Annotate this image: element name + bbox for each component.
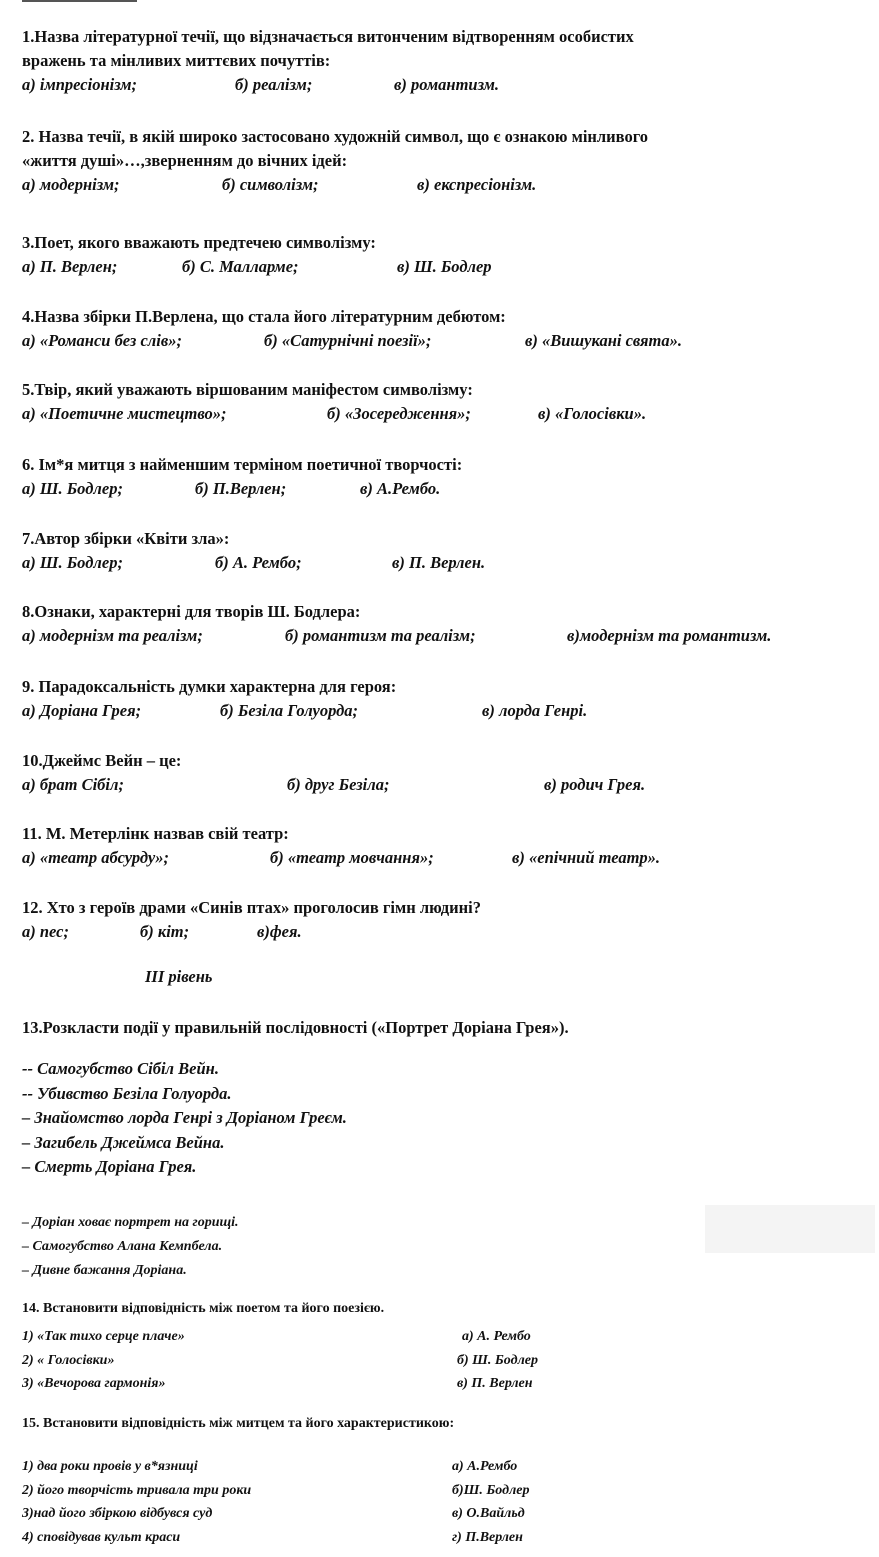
- question-text: 8.Ознаки, характерні для творів Ш. Бодлера:: [22, 602, 361, 621]
- question-2: [22, 125, 872, 197]
- option-b[interactable]: б) символізм;: [222, 175, 319, 194]
- option-b[interactable]: б) реалізм;: [235, 75, 313, 94]
- list-item[interactable]: – Дивне бажання Доріана.: [22, 1263, 187, 1278]
- option-c[interactable]: в) експресіонізм.: [417, 175, 537, 194]
- option-a[interactable]: а) «Романси без слів»;: [22, 331, 182, 350]
- match-left[interactable]: 2) « Голосівки»: [22, 1352, 115, 1368]
- question-text: 2. Назва течії, в якій широко застосовано художній символ, що є ознакою мінливого: [22, 127, 649, 146]
- question-12: [22, 896, 872, 944]
- match-right[interactable]: а) А. Рембо: [462, 1329, 531, 1344]
- answer-options: [22, 920, 872, 944]
- list-item[interactable]: – Самогубство Алана Кемпбела.: [22, 1239, 223, 1254]
- question-5: [22, 378, 872, 426]
- sequence-list-extra: [22, 1211, 239, 1283]
- answer-options: [22, 773, 872, 797]
- table-row: [22, 1372, 872, 1396]
- answer-options: [22, 551, 872, 575]
- option-a[interactable]: а) модернізм;: [22, 175, 120, 194]
- option-a[interactable]: а) «Поетичне мистецтво»;: [22, 404, 227, 423]
- table-row: [22, 1479, 872, 1503]
- question-10: [22, 749, 872, 797]
- option-a[interactable]: а) модернізм та реалізм;: [22, 626, 203, 645]
- option-a[interactable]: а) Доріана Грея;: [22, 701, 142, 720]
- option-b[interactable]: б) «театр мовчання»;: [270, 848, 434, 867]
- question-text: 10.Джеймс Вейн – це:: [22, 751, 182, 770]
- option-b[interactable]: б) А. Рембо;: [215, 553, 302, 572]
- list-item[interactable]: – Знайомство лорда Генрі з Доріаном Греєм.: [22, 1108, 347, 1127]
- option-b[interactable]: б) кіт;: [140, 922, 190, 941]
- list-item[interactable]: -- Убивство Безіла Голуорда.: [22, 1083, 232, 1103]
- option-c[interactable]: в) лорда Генрі.: [482, 701, 588, 720]
- table-row: [22, 1502, 872, 1526]
- answer-options: [22, 846, 872, 870]
- option-b[interactable]: б) друг Безіла;: [287, 775, 390, 794]
- option-b[interactable]: б) «Сатурнічні поезії»;: [264, 331, 432, 350]
- match-left[interactable]: 1) два роки провів у в*язниці: [22, 1459, 198, 1474]
- scan-artifact: [705, 1205, 875, 1253]
- option-b[interactable]: б) «Зосередження»;: [327, 404, 471, 423]
- option-c[interactable]: в) родич Грея.: [544, 775, 646, 794]
- match-right[interactable]: в) О.Вайльд: [452, 1506, 525, 1521]
- answer-options: [22, 699, 872, 723]
- question-text: вражень та мінливих миттєвих почуттів:: [22, 51, 331, 70]
- option-c[interactable]: в) романтизм.: [394, 75, 500, 94]
- table-row: [22, 1325, 872, 1349]
- question-3: [22, 231, 872, 279]
- level-heading: ІІІ рівень: [145, 967, 213, 986]
- list-item[interactable]: – Загибель Джеймса Вейна.: [22, 1132, 225, 1152]
- question-13-title: 13.Розкласти події у правильній послідовності («Портрет Доріана Грея»).: [22, 1018, 569, 1037]
- question-text: 6. Ім*я митця з найменшим терміном поетичної творчості:: [22, 455, 463, 474]
- question-text: «життя душі»…,зверненням до вічних ідей:: [22, 151, 348, 170]
- answer-options: [22, 624, 872, 648]
- table-row: [22, 1349, 872, 1373]
- matching-table-14: [22, 1325, 872, 1396]
- question-text: 7.Автор збірки «Квіти зла»:: [22, 529, 230, 548]
- match-right[interactable]: г) П.Верлен: [452, 1529, 523, 1545]
- match-left[interactable]: 2) його творчість тривала три роки: [22, 1482, 252, 1498]
- table-row: [22, 1526, 872, 1550]
- question-text: 11. М. Метерлінк назвав свій театр:: [22, 824, 289, 843]
- list-item[interactable]: – Доріан ховає портрет на горищі.: [22, 1215, 239, 1230]
- match-left[interactable]: 4) сповідував культ краси: [22, 1529, 181, 1545]
- question-text: 3.Поет, якого вважають предтечею символізму:: [22, 233, 376, 252]
- answer-options: [22, 73, 872, 97]
- option-c[interactable]: в)модернізм та романтизм.: [567, 626, 772, 645]
- list-item[interactable]: -- Самогубство Сібіл Вейн.: [22, 1059, 219, 1078]
- question-14-title: 14. Встановити відповідність між поетом та його поезією.: [22, 1301, 385, 1316]
- answer-options: [22, 402, 872, 426]
- option-a[interactable]: а) пес;: [22, 922, 69, 941]
- match-right[interactable]: б)Ш. Бодлер: [452, 1482, 530, 1498]
- option-b[interactable]: б) П.Верлен;: [195, 479, 287, 498]
- option-a[interactable]: а) П. Верлен;: [22, 257, 118, 276]
- option-c[interactable]: в) Ш. Бодлер: [397, 257, 492, 276]
- question-text: 4.Назва збірки П.Верлена, що стала його літературним дебютом:: [22, 307, 506, 326]
- option-a[interactable]: а) брат Сібіл;: [22, 775, 124, 794]
- question-text: 5.Твір, який уважають віршованим маніфестом символізму:: [22, 380, 473, 399]
- option-b[interactable]: б) Безіла Голуорда;: [220, 701, 359, 720]
- question-1: [22, 25, 872, 97]
- match-left[interactable]: 3)над його збіркою відбувся суд: [22, 1506, 213, 1521]
- answer-options: [22, 477, 872, 501]
- answer-options: [22, 255, 872, 279]
- option-c[interactable]: в) «Вишукані свята».: [525, 331, 682, 350]
- option-c[interactable]: в) А.Рембо.: [360, 479, 441, 498]
- option-a[interactable]: а) Ш. Бодлер;: [22, 553, 123, 572]
- option-a[interactable]: а) Ш. Бодлер;: [22, 479, 123, 498]
- answer-options: [22, 173, 872, 197]
- match-left[interactable]: 1) «Так тихо серце плаче»: [22, 1329, 185, 1344]
- option-a[interactable]: а) «театр абсурду»;: [22, 848, 169, 867]
- question-text: 1.Назва літературної течії, що відзначається витонченим відтворенням особистих: [22, 27, 634, 46]
- option-b[interactable]: б) С. Малларме;: [182, 257, 299, 276]
- option-c[interactable]: в) «Голосівки».: [538, 404, 647, 423]
- question-text: 9. Парадоксальність думки характерна для героя:: [22, 677, 397, 696]
- option-c[interactable]: в) П. Верлен.: [392, 553, 486, 572]
- question-9: [22, 675, 872, 723]
- match-right[interactable]: а) А.Рембо: [452, 1459, 518, 1474]
- question-8: [22, 600, 872, 648]
- question-6: [22, 453, 872, 501]
- sequence-list: [22, 1057, 347, 1180]
- answer-options: [22, 329, 872, 353]
- match-left[interactable]: 3) «Вечорова гармонія»: [22, 1376, 166, 1391]
- option-a[interactable]: а) імпресіонізм;: [22, 75, 138, 94]
- option-c[interactable]: в) «епічний театр».: [512, 848, 661, 867]
- question-4: [22, 305, 872, 353]
- question-11: [22, 822, 872, 870]
- question-text: 12. Хто з героїв драми «Синів птах» проголосив гімн людині?: [22, 898, 481, 917]
- question-7: [22, 527, 872, 575]
- matching-table-15: [22, 1455, 872, 1549]
- question-15-title: 15. Встановити відповідність між митцем та його характеристикою:: [22, 1416, 455, 1431]
- option-b[interactable]: б) романтизм та реалізм;: [285, 626, 476, 645]
- table-row: [22, 1455, 872, 1479]
- match-right[interactable]: в) П. Верлен: [457, 1376, 533, 1391]
- match-right[interactable]: б) Ш. Бодлер: [457, 1352, 538, 1368]
- top-rule: [22, 0, 137, 2]
- option-c[interactable]: в)фея.: [257, 922, 302, 941]
- list-item[interactable]: – Смерть Доріана Грея.: [22, 1157, 197, 1176]
